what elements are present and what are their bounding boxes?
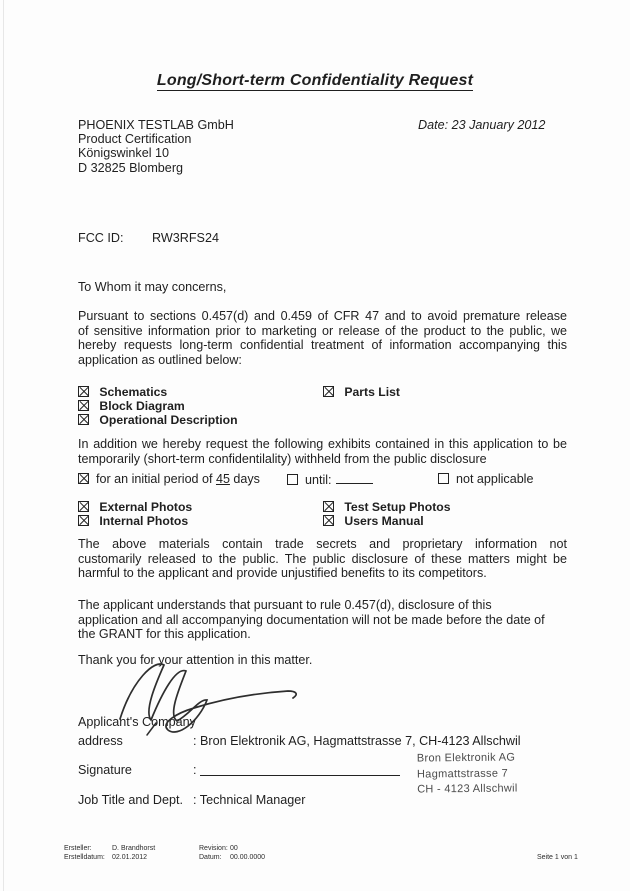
exhibit-label: Schematics <box>99 385 168 399</box>
datum-value: 00.00.0000 <box>230 853 266 861</box>
checkbox-checked-icon <box>78 400 89 411</box>
paragraph-long-term-request: Pursuant to sections 0.457(d) and 0.459 of CFR 47 and to avoid premature release of sensitive information prior to marketing or release of the product to the public, we hereby requests long-term confidential treatment of information accompanying this application as outlined below: <box>78 309 567 367</box>
company-stamp: Bron Elektronik AG Hagmattstrasse 7 CH - 4123 Allschwil <box>416 751 518 796</box>
scan-edge-artifact <box>3 0 4 891</box>
exhibit-row <box>78 413 567 427</box>
checkbox-checked-icon <box>78 386 89 397</box>
revision-label: Revision: <box>199 845 228 852</box>
signature-block <box>78 715 578 807</box>
checkbox-checked-icon <box>323 386 334 397</box>
document-date: Date: 23 January 2012 <box>418 118 546 132</box>
address-value: : Bron Elektronik AG, Hagmattstrasse 7, CH-4123 Allschwil <box>193 734 521 748</box>
exhibit-row <box>323 385 400 399</box>
exhibit-label: Users Manual <box>344 514 424 529</box>
checkbox-checked-icon <box>78 515 89 526</box>
short-term-options-line <box>78 472 588 490</box>
ersteller-label: Ersteller: <box>64 845 92 852</box>
exhibit-label: Block Diagram <box>99 399 185 414</box>
exhibit-label: External Photos <box>99 500 193 514</box>
checkbox-checked-icon <box>323 515 334 526</box>
checkbox-checked-icon <box>323 501 334 512</box>
job-title-label: Job Title and Dept. <box>78 793 184 807</box>
salutation: To Whom it may concerns, <box>78 280 227 294</box>
paragraph-thanks: Thank you for your attention in this matter. <box>78 653 313 667</box>
applicant-company-label: Applicant's Company <box>78 715 196 729</box>
datum-label: Datum: <box>199 853 222 861</box>
fcc-id-label: FCC ID: <box>78 231 124 245</box>
page-indicator: Seite 1 von 1 <box>537 854 578 861</box>
revision-value: 00 <box>230 845 238 852</box>
lab-street: Königswinkel 10 <box>78 146 170 161</box>
checkbox-checked-icon <box>78 473 89 484</box>
days-value: 45 <box>215 472 230 486</box>
lab-city: D 32825 Blomberg <box>78 160 184 175</box>
exhibit-label: Operational Description <box>99 413 238 428</box>
paragraph-short-term-request: In addition we hereby request the following exhibits contained in this application to be temporarily (short-term confidentilality) withheld from the public disclosure <box>78 437 567 466</box>
fcc-id-row <box>78 231 219 245</box>
option-initial-period: for an initial period of 45 days <box>78 472 260 486</box>
signature-colon: : <box>193 763 197 777</box>
checkbox-unchecked-icon <box>438 473 449 484</box>
job-title-value: : Technical Manager <box>193 793 306 807</box>
lab-name: PHOENIX TESTLAB GmbH <box>78 118 234 132</box>
until-blank-line <box>336 472 373 484</box>
paragraph-trade-secrets: The above materials contain trade secrets and proprietary information not customarily released to the public. The public disclosure of these matters might be harmful to the applicant and provide unjustified benefits to its competitors. <box>78 537 567 580</box>
exhibit-row <box>323 514 450 528</box>
exhibit-label: Internal Photos <box>99 514 189 529</box>
exhibit-label: Parts List <box>344 385 400 399</box>
paragraph-grant: The applicant understands that pursuant to rule 0.457(d), disclosure of this application and all accompanying documentation will not be made before the date of the GRANT for this application. <box>78 598 545 641</box>
exhibit-row <box>78 399 567 413</box>
ersteller-value: D. Brandhorst <box>112 845 156 852</box>
long-term-exhibits-group <box>78 385 567 428</box>
checkbox-unchecked-icon <box>287 474 298 485</box>
checkbox-checked-icon <box>78 414 89 425</box>
exhibit-column-right <box>323 500 450 528</box>
lab-address-block <box>78 118 234 175</box>
option-until: until: <box>287 472 373 487</box>
erstelldatum-value: 02.01.2012 <box>112 853 148 861</box>
lab-dept: Product Certification <box>78 132 192 147</box>
document-title: Long/Short-term Confidentiality Request <box>156 72 474 89</box>
signature-label: Signature <box>78 763 132 777</box>
short-term-exhibits-group <box>78 500 567 528</box>
signature-line <box>200 775 400 776</box>
exhibit-label: Test Setup Photos <box>344 500 451 514</box>
exhibit-row <box>323 500 450 514</box>
address-label: address <box>78 734 123 748</box>
fcc-id-value: RW3RFS24 <box>152 231 219 245</box>
option-not-applicable: not applicable <box>438 472 533 486</box>
checkbox-checked-icon <box>78 501 89 512</box>
erstelldatum-label: Erstelldatum: <box>64 853 105 861</box>
